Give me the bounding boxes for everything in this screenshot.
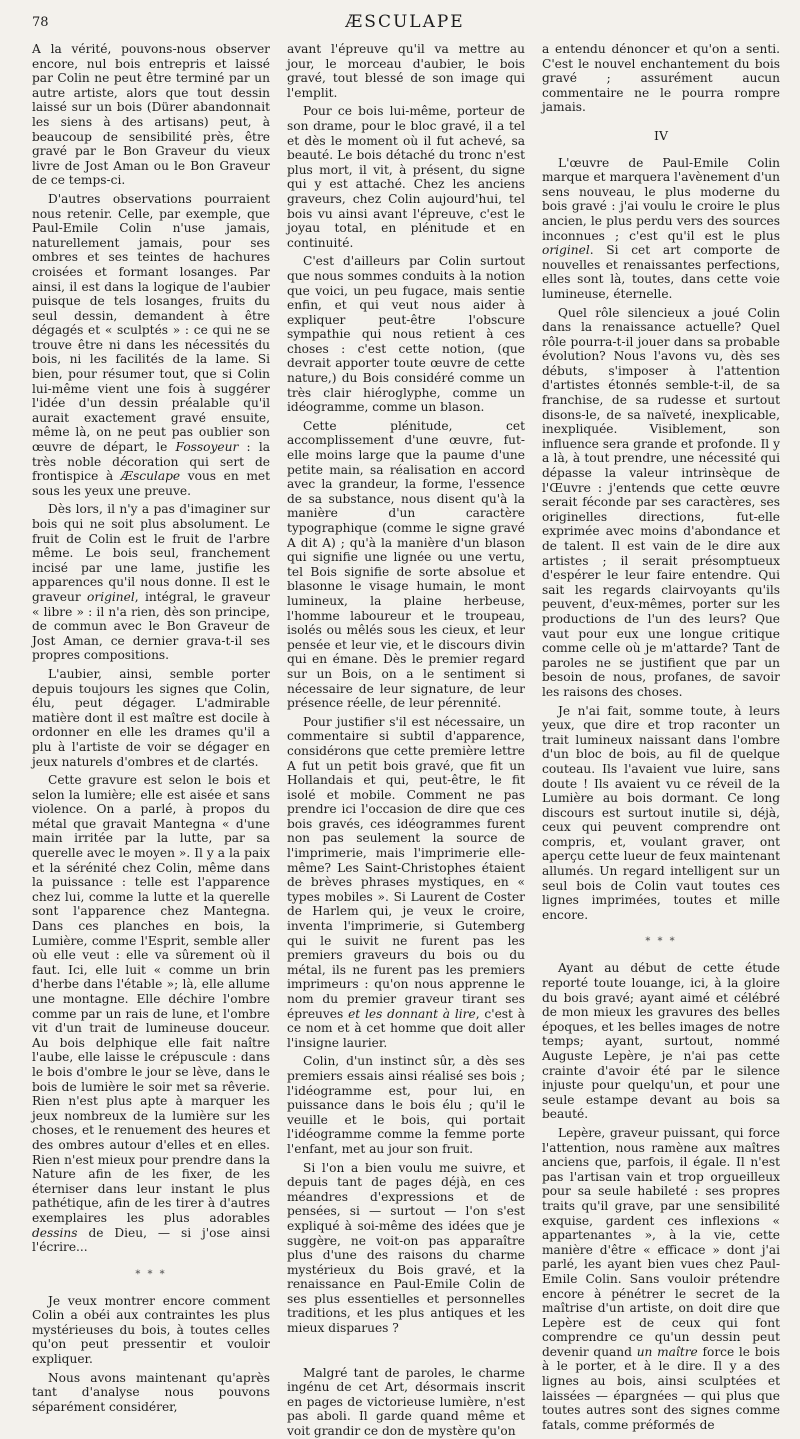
italic-term: un maître: [636, 1344, 698, 1359]
text-columns: [32, 42, 781, 1439]
italic-term: originel: [87, 589, 135, 604]
column-2: [287, 42, 526, 1439]
italic-term: dessins: [32, 1225, 78, 1240]
italic-term: Fossoyeur: [175, 440, 239, 455]
paragraph: A la vérité, pouvons-nous observer encore, nul bois entrepris et laissé par Colin ne peut être terminé par un autre artiste, alors que tout dessin laissé sur un bois (Dürer abandonnait les siens à des artisans) peut, à beaucoup de sensibilité près, être gravé par le Bon Graveur du vieux livre de Jost Aman ou le Bon Graveur de ce temps-ci.: [32, 42, 270, 188]
page-header: [32, 10, 778, 34]
italic-term: Æsculape: [120, 469, 181, 484]
paragraph: D'autres observations pourraient nous retenir. Celle, par exemple, que Paul-Emile Colin n'use jamais, naturellement jamais, pour ses ombres et ses teintes de hachures croisées et formant losanges. Par ainsi, il est dans la logique de l'aubier puisque de tels losanges, fruits du seul dessin, demandent à être dégagés et « sculptés » : ce qui ne se trouve être ni dans les nécessités du bois, ni les facilités de la lame. Si bien, pour résumer tout, que si Colin lui-même vient une fois à suggérer l'idée d'un dessin préalable qu'il aurait exactement gravé ensuite, même là, on ne peut pas oublier son œuvre de départ, le Fossoyeur : la très noble décoration qui sert de frontispice à Æsculape vous en met sous les yeux une preuve.: [32, 191, 271, 498]
paragraph: Pour ce bois lui-même, porteur de son drame, pour le bloc gravé, il a tel et dès le moment où il fut achevé, sa beauté. Le bois détaché du tronc n'est plus mort, il vit, à présent, du signe qui y est attaché. Chez les anciens graveurs, chez Colin aujourd'hui, tel bois vu ainsi avant l'épreuve, c'est le joyau total, en plénitude et en continuité.: [287, 104, 525, 250]
column-1: [32, 42, 271, 1414]
paragraph: a entendu dénoncer et qu'on a senti. C'est le nouvel enchantement du bois gravé ; assurément aucun commentaire ne le pourra rompre jamais.: [542, 42, 780, 115]
paragraph: Si l'on a bien voulu me suivre, et depuis tant de pages déjà, en ces méandres d'expressions et de pensées, si — surtout — l'on s'est expliqué à soi-même des idées que je suggère, ne voit-on pas apparaître plus d'une des raisons du charme mystérieux du Bois gravé, et la renaissance en Paul-Emile Colin de ses plus essentielles et personnelles traditions, et les plus antiques et les mieux disparues ?: [287, 1160, 525, 1336]
section-ornament: * * *: [645, 936, 677, 948]
paragraph: Je n'ai fait, somme toute, à leurs yeux, que dire et trop raconter un trait lumineux naissant dans l'ombre d'un bloc de bois, au fil de quelque couteau. Ils l'avaient vue luire, sans doute ! Ils avaient vu ce réveil de la Lumière au bois dormant. Ce long discours est surtout inutile si, déjà, ceux qui peuvent comprendre ont compris, et, voulant graver, ont aperçu cette lueur de feux maintenant allumés. Un regard intelligent sur un seul bois de Colin vaut toutes ces lignes imprimées, toutes et mille encore.: [542, 703, 780, 922]
italic-term: originel: [542, 243, 590, 258]
section-number: IV: [654, 127, 668, 143]
paragraph: Cette gravure est selon le bois et selon la lumière; elle est aisée et sans violence. On a parlé, à propos du métal que gravait Mantegna « d'une main irritée par la lutte, par sa querelle avec le moyen ». Il y a la paix et la sérénité chez Colin, même dans la puissance : telle est l'apparence chez lui, comme la lutte et la querelle sont l'apparence chez Mantegna. Dans ces planches en bois, la Lumière, comme l'Esprit, semble aller où elle veut : elle va sûrement où il faut. Ici, elle luit « comme un brin d'herbe dans l'étable »; là, elle allume une montagne. Elle déchire l'ombre comme par un rais de lune, et l'ombre vit d'un trait de lumineuse douceur. Au bois delphique elle fait naître l'aube, elle laisse le crépuscule : dans le bois d'ombre le jour se lève, dans le bois de lumière le soir met sa rêverie. Rien n'est plus apte à marquer les jeux nombreux de la lumière sur les choses, et le renuement des heures et des ombres autour d'elles et en elles. Rien n'est mieux pour prendre dans la Nature afin de les fixer, de les éterniser dans leur instant le plus pathétique, afin de les tirer à d'autres exemplaires les plus adorables dessins de Dieu, — si j'ose ainsi l'écrire...: [32, 773, 270, 1255]
paragraph: Dès lors, il n'y a pas d'imaginer sur bois qui ne soit plus absolument. Le fruit de Colin est le fruit de l'arbre même. Le bois seul, franchement incisé par une lame, justifie les apparences qu'il nous donne. Il est le graveur originel, intégral, le graveur « libre » : il n'a rien, dès son principe, de commun avec le Bon Graveur de Jost Aman, ce dernier grava-t-il ses propres compositions.: [32, 502, 271, 663]
paragraph: L'aubier, ainsi, semble porter depuis toujours les signes que Colin, élu, peut dégager. L'admirable matière dont il est maître est docile à ordonner en elle les drames qu'il a plu à l'artiste de voir se dégager en jeux naturels d'ombres et de clartés.: [32, 666, 270, 769]
running-title: ÆSCULAPE: [345, 12, 465, 32]
paragraph: Lepère, graveur puissant, qui force l'attention, nous ramène aux maîtres anciens que, parfois, il égale. Il n'est pas l'artisan vain et trop orgueilleux pour sa seule habileté : ses propres traits qu'il grave, par une sensibilité exquise, gardent ces inflexions « appartenantes », à la vie, cette manière d'être « efficace » dont j'ai parlé, les ayant bien vues chez Paul-Emile Colin. Sans vouloir prétendre encore à pénétrer le secret de la maîtrise d'un artiste, on doit dire que Lepère est de ceux qui font comprendre ce qu'un dessin peut devenir quand un maître force le bois à le porter, et à le dire. Il y a des lignes au bois, ainsi sculptées et laissées — épargnées — qui plus que toutes autres sont des signes comme fatals, comme préformés de: [542, 1125, 781, 1432]
paragraph: C'est d'ailleurs par Colin surtout que nous sommes conduits à la notion que voici, un peu fugace, mais sentie enfin, et qui veut nous aider à expliquer peut-être l'obscure sympathie qui nous retient à ces choses : c'est cette notion, (que devrait apporter toute œuvre de cette nature,) du Bois considéré comme un très clair hiéroglyphe, comme un idéogramme, comme un blason.: [287, 254, 525, 415]
paragraph: Je veux montrer encore comment Colin a obéi aux contraintes les plus mystérieuses du bois, à toutes celles qu'on peut pressentir et vouloir expliquer.: [32, 1293, 270, 1367]
paragraph: Quel rôle silencieux a joué Colin dans la renaissance actuelle? Quel rôle pourra-t-il jouer dans sa probable évolution? Nous l'avons vu, dès ses débuts, s'imposer à l'attention d'artistes étonnés semble-t-il, de sa franchise, de sa rudesse et surtout disons-le, de sa naïveté, inexplicable, inexpliquée. Visiblement, son influence sera grande et profonde. Il y a là, à tout prendre, une nécessité qui dépasse la valeur intrinsèque de l'Œuvre : j'entends que cette œuvre serait féconde par ses caractères, ses originelles directions, fut-elle exprimée avec moins d'abondance et de talent. Il est vain de le dire aux artistes ; il serait présomptueux d'espérer le leur faire entendre. Qui sait les regards clairvoyants qu'ils peuvent, d'eux-mêmes, porter sur les productions de l'un des leurs? Que vaut pour eux une longue critique comme celle où je m'attarde? Tant de paroles ne se justifient que par un besoin de nous, profanes, de savoir les raisons des choses.: [542, 305, 780, 699]
italic-term: et les donnant à lire: [348, 1006, 476, 1021]
paragraph: Nous avons maintenant qu'après tant d'analyse nous pouvons séparément considérer,: [32, 1370, 270, 1414]
section-ornament: * * *: [135, 1268, 167, 1280]
paragraph: avant l'épreuve qu'il va mettre au jour, le morceau d'aubier, le bois gravé, tout blessé de son image qui l'emplit.: [287, 42, 525, 100]
paragraph: Malgré tant de paroles, le charme ingénu de cet Art, désormais inscrit en pages de victorieuse lumière, n'est pas aboli. Il garde quand même et voit grandir ce don de mystère qu'on: [287, 1365, 525, 1439]
column-3: [542, 42, 781, 1432]
page-number: 78: [32, 14, 49, 30]
paragraph: Colin, d'un instinct sûr, a dès ses premiers essais ainsi réalisé ses bois ; l'idéogramme est, pour lui, en puissance dans le bois élu ; qu'il le veuille et le bois, qui portait l'idéogramme comme la femme porte l'enfant, met au jour son fruit.: [287, 1054, 525, 1156]
paragraph: Ayant au début de cette étude reporté toute louange, ici, à la gloire du bois gravé; ayant aimé et célébré de mon mieux les gravures des belles époques, et les belles images de notre temps; ayant, surtout, nommé Auguste Lepère, je n'ai pas cette crainte d'avoir été par le silence injuste pour quelqu'un, et pour une seule estampe devant au bois sa beauté.: [542, 961, 780, 1122]
paragraph: Pour justifier s'il est nécessaire, un commentaire si subtil d'apparence, considérons que cette première lettre A fut un petit bois gravé, que fit un Hollandais et qui, peut-être, le fit isolé et mobile. Comment ne pas prendre ici l'occasion de dire que ces bois gravés, ces idéogrammes furent non pas seulement la source de l'imprimerie, mais l'imprimerie elle-même? Les Saint-Christophes étaient de brèves phrases mystiques, en « types mobiles ». Si Laurent de Coster de Harlem qui, je veux le croire, inventa l'imprimerie, si Gutemberg qui le suivit ne furent pas les premiers graveurs du bois ou du métal, ils ne furent pas les premiers imprimeurs : qu'on nous apprenne le nom du premier graveur tirant ses épreuves et les donnant à lire, c'est à ce nom et à cet homme que doit aller l'insigne laurier.: [287, 714, 526, 1050]
paragraph: L'œuvre de Paul-Emile Colin marque et marquera l'avènement d'un sens nouveau, le plus moderne du bois gravé : j'ai voulu le croire le plus ancien, le plus perdu vers des sources inconnues ; c'est qu'il est le plus originel. Si cet art comporte de nouvelles et renaissantes perfections, elles sont là, toutes, dans cette voie lumineuse, éternelle.: [542, 155, 780, 301]
paragraph: Cette plénitude, cet accomplissement d'une œuvre, fut-elle moins large que la paume d'une petite main, sa réalisation en accord avec la grandeur, la forme, l'essence de sa substance, nous disent qu'à la manière d'un caractère typographique (comme le signe gravé A dit A) ; qu'à la manière d'un blason qui signifie une lignée ou une vertu, tel Bois signifie de sorte absolue et blasonne le visage humain, le mont lumineux, la plaine herbeuse, l'homme laboureur et le troupeau, isolés ou mêlés sous les cieux, et leur pensée et leur vie, et le discours divin qui en émane. Dès le premier regard sur un Bois, on a le sentiment si nécessaire de leur signature, de leur présence réelle, de leur pérennité.: [287, 418, 525, 711]
